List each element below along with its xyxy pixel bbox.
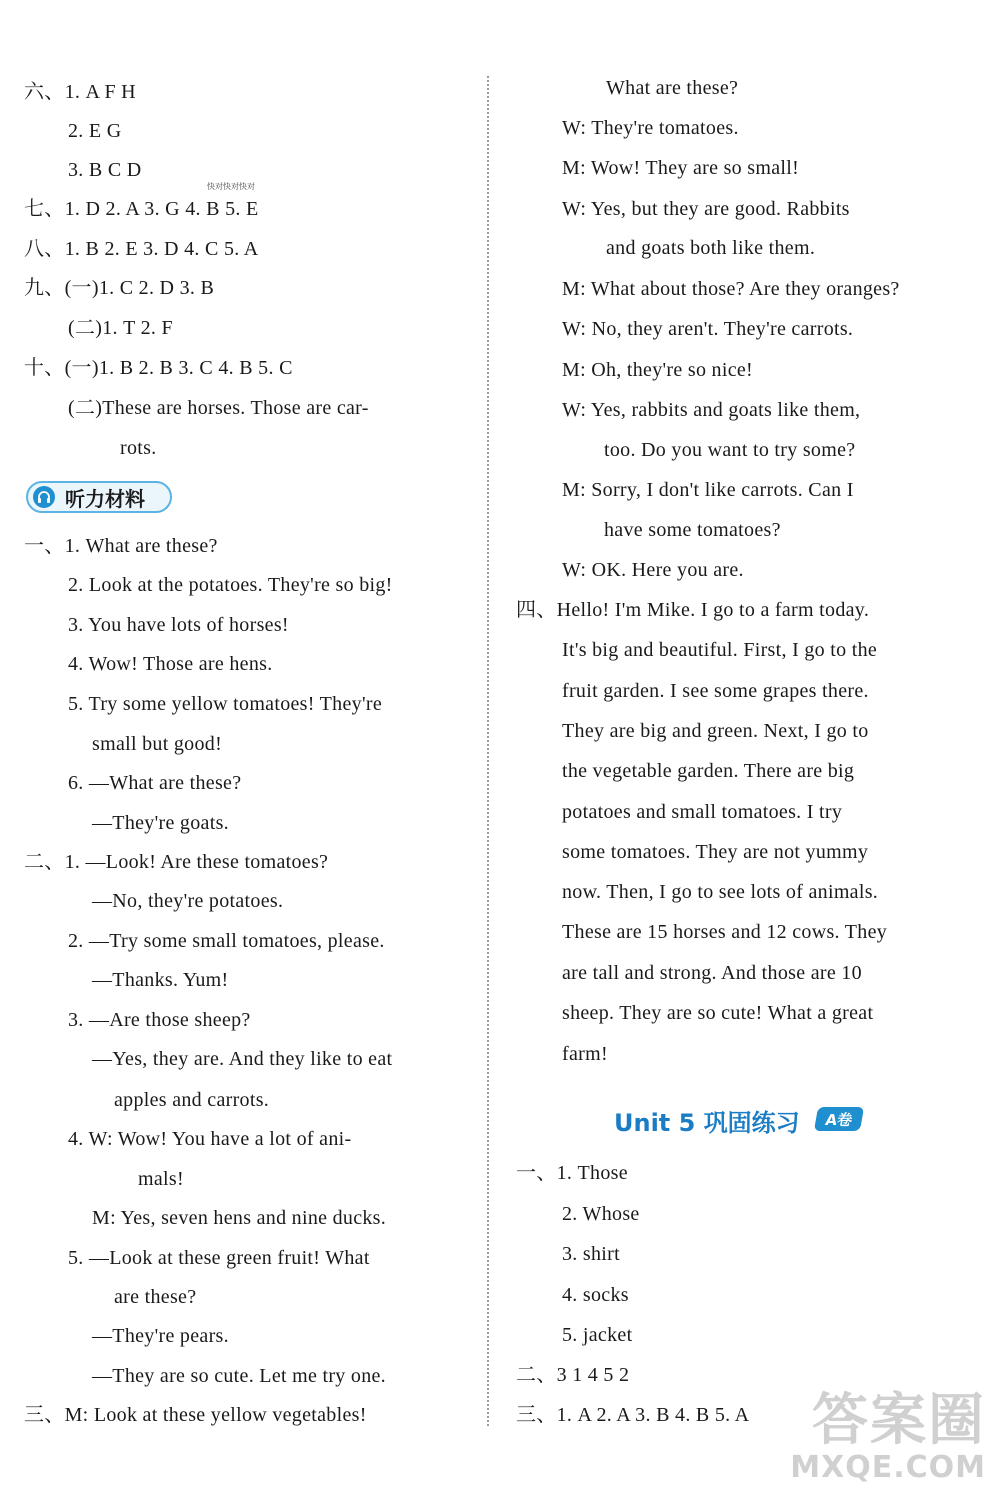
- transcript-line: M: Wow! They are so small!: [562, 157, 800, 179]
- passage-line: potatoes and small tomatoes. I try: [562, 801, 843, 823]
- answer-line: 5. jacket: [562, 1324, 633, 1346]
- transcript-line: 2. Look at the potatoes. They're so big!: [68, 574, 393, 596]
- transcript-line: 三、M: Look at these yellow vegetables!: [24, 1404, 367, 1426]
- transcript-line: mals!: [138, 1168, 184, 1190]
- transcript-line: small but good!: [92, 733, 223, 755]
- answer-line: 2. E G: [68, 120, 122, 142]
- transcript-line: M: Sorry, I don't like carrots. Can I: [562, 479, 854, 501]
- passage-line: farm!: [562, 1043, 608, 1065]
- transcript-line: apples and carrots.: [114, 1089, 270, 1111]
- transcript-line: W: No, they aren't. They're carrots.: [562, 318, 854, 340]
- answer-line: 三、1. A 2. A 3. B 4. B 5. A: [516, 1404, 750, 1426]
- listening-material-badge: [26, 481, 172, 513]
- unit-title: Unit 5 巩固练习: [614, 1109, 800, 1137]
- transcript-line: and goats both like them.: [606, 237, 816, 259]
- answer-line: 3. B C D: [68, 159, 142, 181]
- transcript-line: 6. —What are these?: [68, 772, 242, 794]
- answer-line: 九、(一)1. C 2. D 3. B: [24, 277, 215, 299]
- transcript-line: What are these?: [606, 77, 739, 99]
- transcript-line: 二、1. —Look! Are these tomatoes?: [24, 851, 329, 873]
- unit-badge: A卷: [814, 1107, 864, 1131]
- transcript-line: M: What about those? Are they oranges?: [562, 278, 900, 300]
- transcript-line: 一、1. What are these?: [24, 535, 218, 557]
- transcript-line: M: Oh, they're so nice!: [562, 359, 754, 381]
- answer-line: 十、(一)1. B 2. B 3. C 4. B 5. C: [24, 357, 293, 379]
- transcript-line: —They're goats.: [92, 812, 229, 834]
- answer-line: 4. socks: [562, 1284, 629, 1306]
- transcript-line: M: Yes, seven hens and nine ducks.: [92, 1207, 387, 1229]
- answer-line: rots.: [120, 437, 157, 459]
- transcript-line: too. Do you want to try some?: [604, 439, 856, 461]
- transcript-line: have some tomatoes?: [604, 519, 781, 541]
- passage-line: They are big and green. Next, I go to: [562, 720, 869, 742]
- passage-line: the vegetable garden. There are big: [562, 760, 855, 782]
- transcript-line: 4. W: Wow! You have a lot of ani-: [68, 1128, 352, 1150]
- transcript-line: 3. You have lots of horses!: [68, 614, 289, 636]
- watermark-url: MXQE.COM: [790, 1450, 986, 1485]
- transcript-line: W: They're tomatoes.: [562, 117, 739, 139]
- passage-line: These are 15 horses and 12 cows. They: [562, 921, 888, 943]
- transcript-line: W: Yes, but they are good. Rabbits: [562, 198, 850, 220]
- transcript-line: 2. —Try some small tomatoes, please.: [68, 930, 385, 952]
- column-divider: [487, 76, 489, 1426]
- transcript-line: 5. —Look at these green fruit! What: [68, 1247, 370, 1269]
- section-badge-label: 听力材料: [65, 486, 145, 511]
- transcript-line: 4. Wow! Those are hens.: [68, 653, 273, 675]
- answer-line: 六、1. A F H: [24, 81, 136, 103]
- overlay-small-text: 快对快对快对: [207, 182, 255, 191]
- transcript-line: —Yes, they are. And they like to eat: [92, 1048, 393, 1070]
- watermark-cn: 答案圈: [812, 1388, 986, 1453]
- transcript-line: —No, they're potatoes.: [92, 890, 284, 912]
- answer-line: (二)These are horses. Those are car-: [68, 397, 369, 419]
- passage-line: It's big and beautiful. First, I go to the: [562, 639, 878, 661]
- transcript-line: —They are so cute. Let me try one.: [92, 1365, 386, 1387]
- passage-line: are tall and strong. And those are 10: [562, 962, 862, 984]
- answer-line: 二、3 1 4 5 2: [516, 1364, 630, 1386]
- transcript-line: 5. Try some yellow tomatoes! They're: [68, 693, 383, 715]
- passage-line: fruit garden. I see some grapes there.: [562, 680, 869, 702]
- passage-line: sheep. They are so cute! What a great: [562, 1002, 874, 1024]
- transcript-line: —They're pears.: [92, 1325, 229, 1347]
- answer-line: 七、1. D 2. A 3. G 4. B 5. E: [24, 198, 259, 220]
- watermark-logo: [790, 1388, 986, 1485]
- answer-line: 一、1. Those: [516, 1162, 628, 1184]
- transcript-line: are these?: [114, 1286, 197, 1308]
- answer-line: 3. shirt: [562, 1243, 620, 1265]
- transcript-line: W: Yes, rabbits and goats like them,: [562, 399, 861, 421]
- answer-line: (二)1. T 2. F: [68, 317, 173, 339]
- answer-line: 2. Whose: [562, 1203, 640, 1225]
- passage-line: now. Then, I go to see lots of animals.: [562, 881, 879, 903]
- transcript-line: —Thanks. Yum!: [92, 969, 229, 991]
- headphones-icon: [33, 486, 55, 508]
- transcript-line: W: OK. Here you are.: [562, 559, 744, 581]
- passage-line: 四、Hello! I'm Mike. I go to a farm today.: [516, 599, 870, 621]
- transcript-line: 3. —Are those sheep?: [68, 1009, 251, 1031]
- passage-line: some tomatoes. They are not yummy: [562, 841, 869, 863]
- answer-line: 八、1. B 2. E 3. D 4. C 5. A: [24, 238, 259, 260]
